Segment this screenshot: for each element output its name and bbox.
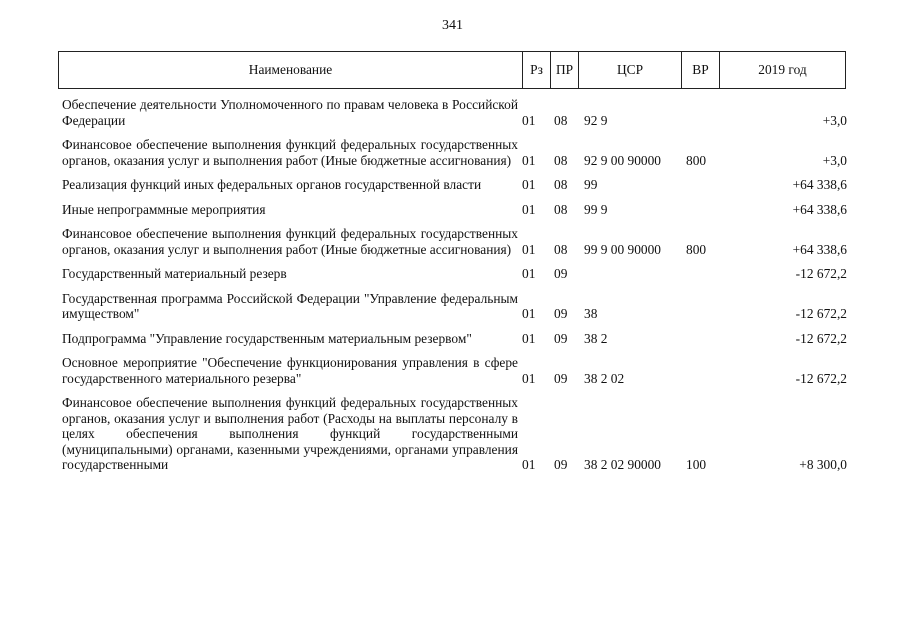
table-row (0, 291, 905, 322)
row-name: Подпрограмма "Управление государственным материальным резервом" (62, 330, 472, 346)
row-pr: 08 (554, 177, 568, 192)
row-name: Основное мероприятие "Обеспечение функционирования управления в сфере государственного материального резерва" (62, 355, 518, 386)
row-pr: 09 (554, 266, 568, 281)
row-csr: 38 (584, 306, 598, 321)
row-amount: -12 672,2 (795, 370, 847, 386)
header-csr: ЦСР (579, 52, 682, 88)
header-name: Наименование (59, 52, 523, 88)
row-pr: 09 (554, 370, 568, 386)
row-csr: 92 9 (584, 112, 608, 128)
row-vr: 100 (686, 457, 707, 472)
row-pr: 08 (554, 201, 568, 217)
row-amount: -12 672,2 (795, 306, 847, 321)
table-body (0, 97, 905, 482)
table-row (0, 395, 905, 473)
header-pr: ПР (551, 52, 579, 88)
row-rz: 01 (522, 266, 536, 281)
row-csr: 99 9 (584, 201, 608, 217)
row-rz: 01 (522, 112, 536, 128)
row-amount: +64 338,6 (792, 201, 847, 217)
row-csr: 92 9 00 90000 (584, 152, 661, 168)
row-pr: 09 (554, 457, 568, 472)
row-amount: +3,0 (822, 152, 847, 168)
row-rz: 01 (522, 201, 536, 217)
row-name: Финансовое обеспечение выполнения функций федеральных государственных органов, оказания услуг и выполнения работ (Иные бюджетные ассигнования) (62, 137, 518, 168)
row-rz: 01 (522, 241, 536, 257)
row-vr: 800 (686, 152, 707, 168)
table-row (0, 355, 905, 386)
row-amount: -12 672,2 (795, 330, 847, 346)
table-row (0, 137, 905, 168)
row-pr: 08 (554, 152, 568, 168)
row-amount: +64 338,6 (792, 177, 847, 192)
row-pr: 08 (554, 112, 568, 128)
row-pr: 09 (554, 330, 568, 346)
row-amount: +8 300,0 (799, 457, 847, 472)
row-pr: 09 (554, 306, 568, 321)
header-vr: ВР (682, 52, 720, 88)
table-row (0, 331, 905, 347)
row-rz: 01 (522, 306, 536, 321)
row-rz: 01 (522, 152, 536, 168)
row-csr: 99 (584, 177, 598, 192)
row-name: Финансовое обеспечение выполнения функций федеральных государственных органов, оказания услуг и выполнения работ (Расходы на выплаты персоналу в целях обеспечения выполнения функций государственными (муниципальными) органами, казенными учреждениями, органами управления государственными (62, 395, 518, 472)
table-row (0, 266, 905, 282)
row-amount: -12 672,2 (795, 266, 847, 281)
page-number: 341 (442, 18, 463, 33)
row-name: Обеспечение деятельности Уполномоченного по правам человека в Российской Федерации (62, 97, 518, 128)
row-name: Государственная программа Российской Федерации "Управление федеральным имуществом" (62, 290, 518, 321)
row-rz: 01 (522, 330, 536, 346)
table-row (0, 97, 905, 128)
row-pr: 08 (554, 241, 568, 257)
header-year: 2019 год (758, 62, 807, 77)
row-name: Государственный материальный резерв (62, 266, 287, 281)
table-row (0, 226, 905, 257)
table-header (58, 51, 846, 89)
row-name: Реализация функций иных федеральных органов государственной власти (62, 177, 482, 192)
row-csr: 38 2 02 90000 (584, 457, 661, 472)
table-row (0, 202, 905, 218)
row-rz: 01 (522, 177, 536, 192)
row-amount: +3,0 (822, 112, 847, 128)
row-rz: 01 (522, 457, 536, 472)
row-amount: +64 338,6 (792, 241, 847, 257)
row-csr: 38 2 02 (584, 370, 625, 386)
row-rz: 01 (522, 370, 536, 386)
row-vr: 800 (686, 241, 707, 257)
header-rz: Рз (523, 52, 551, 88)
row-csr: 99 9 00 90000 (584, 241, 661, 257)
table-row (0, 177, 905, 193)
row-name: Иные непрограммные мероприятия (62, 201, 266, 217)
row-name: Финансовое обеспечение выполнения функций федеральных государственных органов, оказания услуг и выполнения работ (Иные бюджетные ассигнования) (62, 226, 518, 257)
row-csr: 38 2 (584, 330, 608, 346)
